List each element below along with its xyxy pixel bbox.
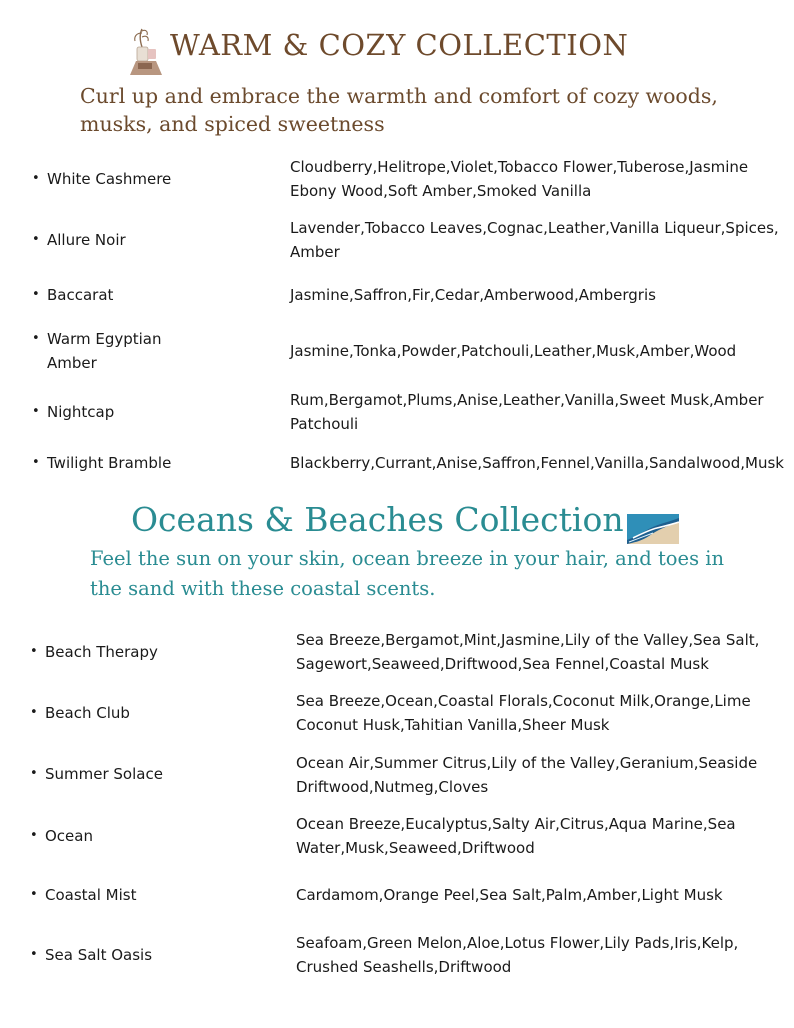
list-item-name: • Allure Noir [47, 228, 126, 252]
ocean-collection-title: Oceans & Beaches Collection [131, 500, 624, 539]
list-item-notes [290, 388, 780, 436]
list-item-notes [296, 751, 786, 799]
notes-line: Sagewort,Seaweed,Driftwood,Sea Fennel,Coastal Musk [296, 655, 709, 673]
notes-line: Amber [290, 243, 340, 261]
notes-line: Ocean Breeze,Eucalyptus,Salty Air,Citrus,Aqua Marine,Sea [296, 815, 736, 833]
notes-line: Jasmine,Saffron,Fir,Cedar,Amberwood,Ambergris [290, 286, 656, 304]
notes-line: Ocean Air,Summer Citrus,Lily of the Valley,Geranium,Seaside [296, 754, 758, 772]
list-item-notes [290, 216, 780, 264]
notes-line: Rum,Bergamot,Plums,Anise,Leather,Vanilla,Sweet Musk,Amber [290, 391, 764, 409]
notes-line: Ebony Wood,Soft Amber,Smoked Vanilla [290, 182, 592, 200]
notes-line: Coconut Husk,Tahitian Vanilla,Sheer Musk [296, 716, 610, 734]
notes-line: Water,Musk,Seaweed,Driftwood [296, 839, 535, 857]
list-item-notes [296, 689, 786, 737]
notes-line: Patchouli [290, 415, 359, 433]
list-item-notes [290, 283, 780, 307]
list-item-notes [296, 628, 786, 676]
list-item-name: • Baccarat [47, 283, 113, 307]
notes-line: Jasmine,Tonka,Powder,Patchouli,Leather,Musk,Amber,Wood [290, 342, 737, 360]
list-item-name: • Summer Solace [45, 762, 163, 786]
warm-collection-subtitle: Curl up and embrace the warmth and comfort of cozy woods, musks, and spiced sweetness [80, 84, 718, 136]
list-item-name: • Beach Club [45, 701, 130, 725]
list-item-notes [296, 812, 786, 860]
list-item-notes [290, 451, 784, 475]
list-item-notes [290, 339, 780, 363]
list-item-name: • Nightcap [47, 400, 114, 424]
name-line: Amber [47, 354, 97, 372]
candle-vase-icon [122, 27, 168, 77]
notes-line: Lavender,Tobacco Leaves,Cognac,Leather,Vanilla Liqueur,Spices, [290, 219, 779, 237]
list-item-name: • White Cashmere [47, 167, 171, 191]
list-item-name [47, 327, 162, 375]
list-item-name: • Twilight Bramble [47, 451, 171, 475]
list-item-name: • Ocean [45, 824, 93, 848]
list-item-name: • Sea Salt Oasis [45, 943, 152, 967]
notes-line: Cardamom,Orange Peel,Sea Salt,Palm,Amber,Light Musk [296, 886, 723, 904]
notes-line: Seafoam,Green Melon,Aloe,Lotus Flower,Lily Pads,Iris,Kelp, [296, 934, 739, 952]
subtitle-line: the sand with these coastal scents. [90, 577, 436, 600]
notes-line: Sea Breeze,Ocean,Coastal Florals,Coconut Milk,Orange,Lime [296, 692, 751, 710]
subtitle-line: Feel the sun on your skin, ocean breeze in your hair, and toes in [90, 547, 725, 570]
list-item-notes [296, 931, 786, 979]
notes-line: Sea Breeze,Bergamot,Mint,Jasmine,Lily of the Valley,Sea Salt, [296, 631, 760, 649]
notes-line: Cloudberry,Helitrope,Violet,Tobacco Flower,Tuberose,Jasmine [290, 158, 749, 176]
ocean-collection-subtitle [90, 544, 750, 604]
list-item-notes [290, 155, 780, 203]
list-item-name: • Beach Therapy [45, 640, 158, 664]
notes-line: Blackberry,Currant,Anise,Saffron,Fennel,Vanilla,Sandalwood,Musk [290, 454, 784, 472]
ocean-wave-icon [627, 514, 679, 544]
list-item-notes [296, 883, 786, 907]
notes-line: Driftwood,Nutmeg,Cloves [296, 778, 489, 796]
notes-line: Crushed Seashells,Driftwood [296, 958, 512, 976]
warm-collection-title: WARM & COZY COLLECTION [170, 28, 629, 62]
list-item-name: • Coastal Mist [45, 883, 136, 907]
name-line: • Warm Egyptian [47, 330, 162, 348]
